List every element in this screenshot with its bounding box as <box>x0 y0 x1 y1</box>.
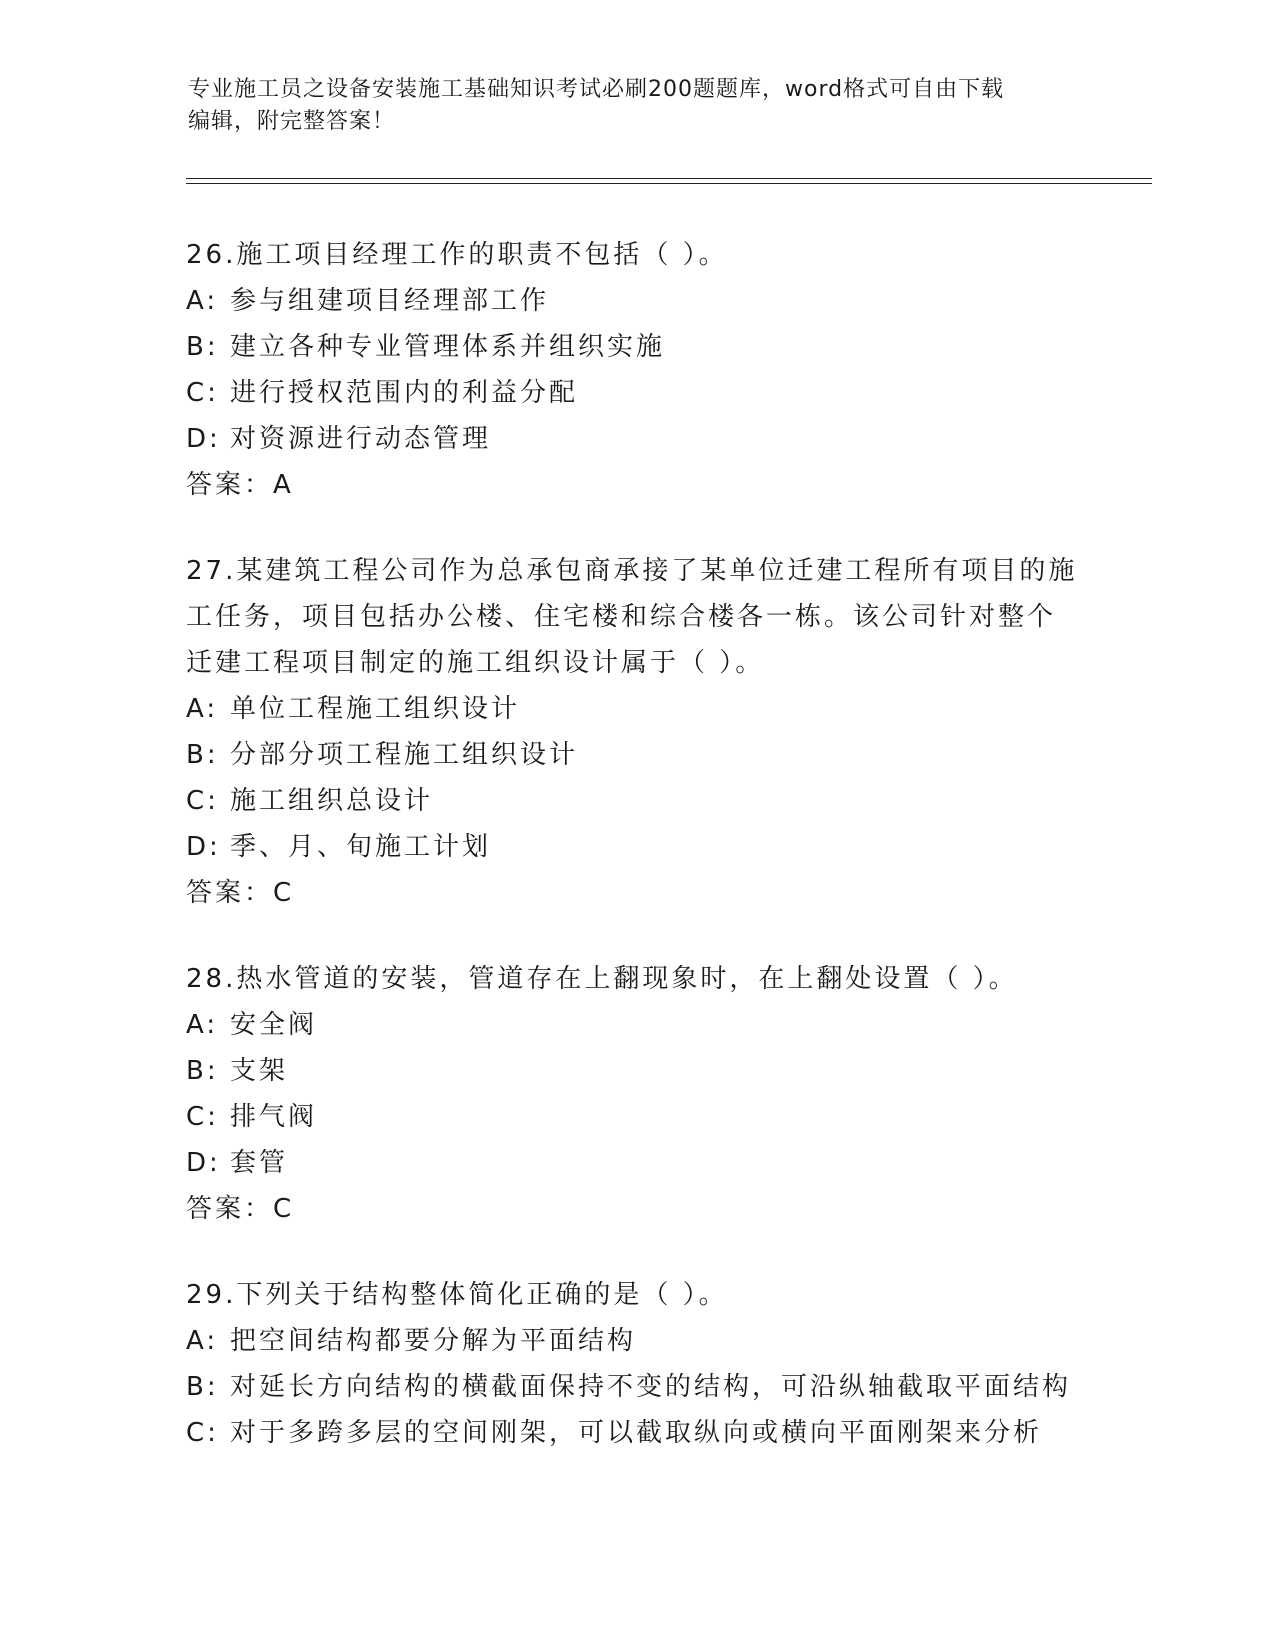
option-letter: C: <box>186 1418 219 1448</box>
question-28 <box>186 956 1086 1232</box>
option-text: 分部分项工程施工组织设计 <box>230 740 579 770</box>
option-letter: C: <box>186 786 219 816</box>
header-line-1: 专业施工员之设备安装施工基础知识考试必刷200题题库，word格式可自由下载 <box>188 77 1005 102</box>
option-letter: B: <box>186 1372 219 1402</box>
option-letter: A: <box>186 1010 219 1040</box>
option-letter: C: <box>186 1102 219 1132</box>
header-line-2: 编辑，附完整答案！ <box>188 109 396 134</box>
answer: 答案：A <box>186 470 294 500</box>
option-text: 单位工程施工组织设计 <box>230 694 521 724</box>
option-b <box>186 1364 1086 1410</box>
question-stem: 工任务，项目包括办公楼、住宅楼和综合楼各一栋。该公司针对整个 <box>186 602 1057 632</box>
question-list <box>186 232 1086 1496</box>
option-letter: C: <box>186 378 219 408</box>
question-27 <box>186 548 1086 916</box>
option-text: 参与组建项目经理部工作 <box>230 286 550 316</box>
option-d <box>186 1140 1086 1186</box>
option-letter: B: <box>186 332 219 362</box>
option-text: 季、月、旬施工计划 <box>230 832 492 862</box>
option-letter: B: <box>186 1056 219 1086</box>
question-29 <box>186 1272 1086 1456</box>
question-stem: 迁建工程项目制定的施工组织设计属于（ ）。 <box>186 648 765 678</box>
option-text: 安全阀 <box>230 1010 318 1040</box>
header-divider-top <box>186 178 1152 179</box>
question-26 <box>186 232 1086 508</box>
option-c <box>186 778 1086 824</box>
option-c <box>186 1094 1086 1140</box>
option-d <box>186 824 1086 870</box>
option-letter: D: <box>186 424 221 454</box>
option-letter: D: <box>186 832 221 862</box>
option-b <box>186 1048 1086 1094</box>
question-stem: 26.施工项目经理工作的职责不包括（ ）。 <box>186 240 728 270</box>
option-a <box>186 1002 1086 1048</box>
option-text: 对延长方向结构的横截面保持不变的结构，可沿纵轴截取平面结构 <box>230 1372 1072 1402</box>
question-stem: 27.某建筑工程公司作为总承包商承接了某单位迁建工程所有项目的施 <box>186 556 1078 586</box>
question-stem: 29.下列关于结构整体简化正确的是（ ）。 <box>186 1280 728 1310</box>
question-stem: 28.热水管道的安装，管道存在上翻现象时，在上翻处设置（ ）。 <box>186 964 1018 994</box>
option-c <box>186 1410 1086 1456</box>
option-text: 进行授权范围内的利益分配 <box>230 378 579 408</box>
option-c <box>186 370 1086 416</box>
option-d <box>186 416 1086 462</box>
option-text: 排气阀 <box>230 1102 318 1132</box>
option-b <box>186 324 1086 370</box>
option-letter: A: <box>186 1326 219 1356</box>
answer: 答案：C <box>186 1194 295 1224</box>
option-text: 建立各种专业管理体系并组织实施 <box>230 332 666 362</box>
option-a <box>186 278 1086 324</box>
option-b <box>186 732 1086 778</box>
option-letter: A: <box>186 694 219 724</box>
option-text: 对资源进行动态管理 <box>230 424 492 454</box>
option-a <box>186 686 1086 732</box>
option-text: 对于多跨多层的空间刚架，可以截取纵向或横向平面刚架来分析 <box>230 1418 1043 1448</box>
option-letter: D: <box>186 1148 221 1178</box>
option-letter: B: <box>186 740 219 770</box>
option-letter: A: <box>186 286 219 316</box>
option-text: 施工组织总设计 <box>230 786 434 816</box>
answer: 答案：C <box>186 878 295 908</box>
option-text: 把空间结构都要分解为平面结构 <box>230 1326 637 1356</box>
option-text: 支架 <box>230 1056 289 1086</box>
header-divider-bottom <box>186 183 1152 184</box>
document-header <box>188 74 1088 138</box>
option-text: 套管 <box>230 1148 289 1178</box>
option-a <box>186 1318 1086 1364</box>
